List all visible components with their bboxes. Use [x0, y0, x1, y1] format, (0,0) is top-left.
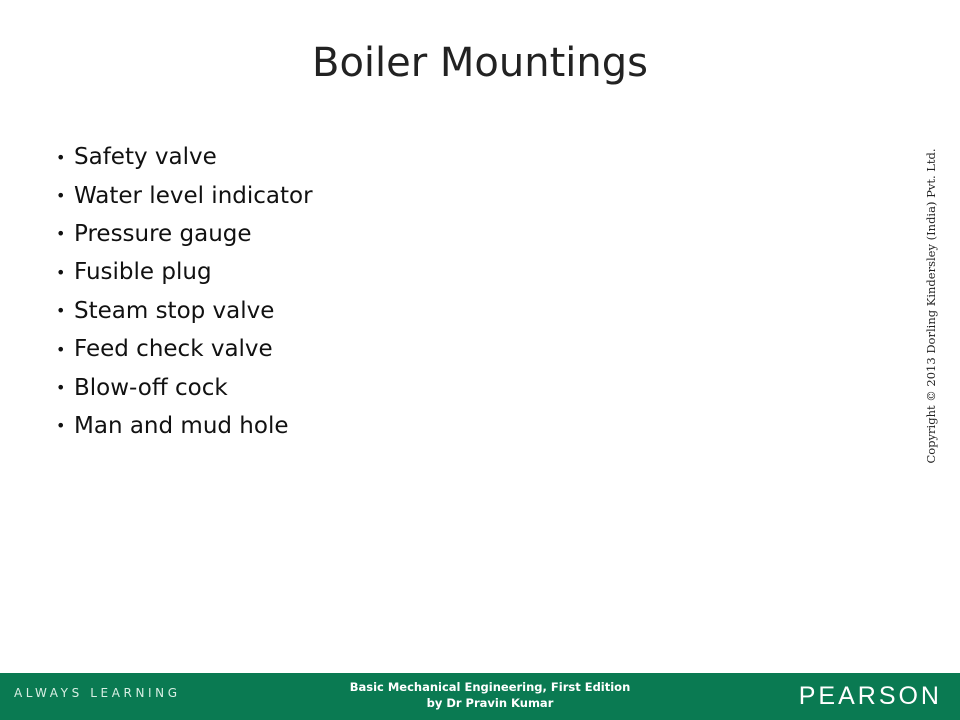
- book-title: Basic Mechanical Engineering, First Edition: [349, 680, 631, 694]
- bullet-icon: •: [56, 339, 66, 359]
- bullet-text: Fusible plug: [74, 259, 212, 286]
- book-author: by Dr Pravin Kumar: [426, 696, 554, 710]
- bullet-icon: •: [56, 378, 66, 398]
- bullet-text: Blow-off cock: [74, 374, 228, 401]
- list-item: [56, 292, 313, 330]
- list-item: [56, 407, 313, 445]
- bullet-text: Feed check valve: [74, 336, 273, 363]
- bullet-text: Steam stop valve: [74, 297, 275, 324]
- bullet-text: Man and mud hole: [74, 412, 289, 439]
- bullet-icon: •: [56, 186, 66, 206]
- footer-tagline: ALWAYS LEARNING: [14, 686, 181, 700]
- book-info: [310, 679, 670, 711]
- bullet-text: Pressure gauge: [74, 220, 252, 247]
- list-item: [56, 253, 313, 291]
- bullet-icon: •: [56, 147, 66, 167]
- list-item: [56, 138, 313, 176]
- bullet-icon: •: [56, 301, 66, 321]
- list-item: [56, 176, 313, 214]
- bullet-icon: •: [56, 224, 66, 244]
- slide-title: Boiler Mountings: [312, 40, 648, 86]
- bullet-list: [56, 138, 313, 445]
- bullet-text: Water level indicator: [74, 182, 313, 209]
- footer-bar: [0, 673, 960, 720]
- copyright-notice: Copyright © 2013 Dorling Kindersley (India) Pvt. Ltd.: [924, 148, 938, 464]
- bullet-icon: •: [56, 416, 66, 436]
- bullet-text: Safety valve: [74, 144, 217, 171]
- list-item: [56, 330, 313, 368]
- bullet-icon: •: [56, 262, 66, 282]
- list-item: [56, 368, 313, 406]
- publisher-logo: PEARSON: [798, 682, 942, 710]
- list-item: [56, 215, 313, 253]
